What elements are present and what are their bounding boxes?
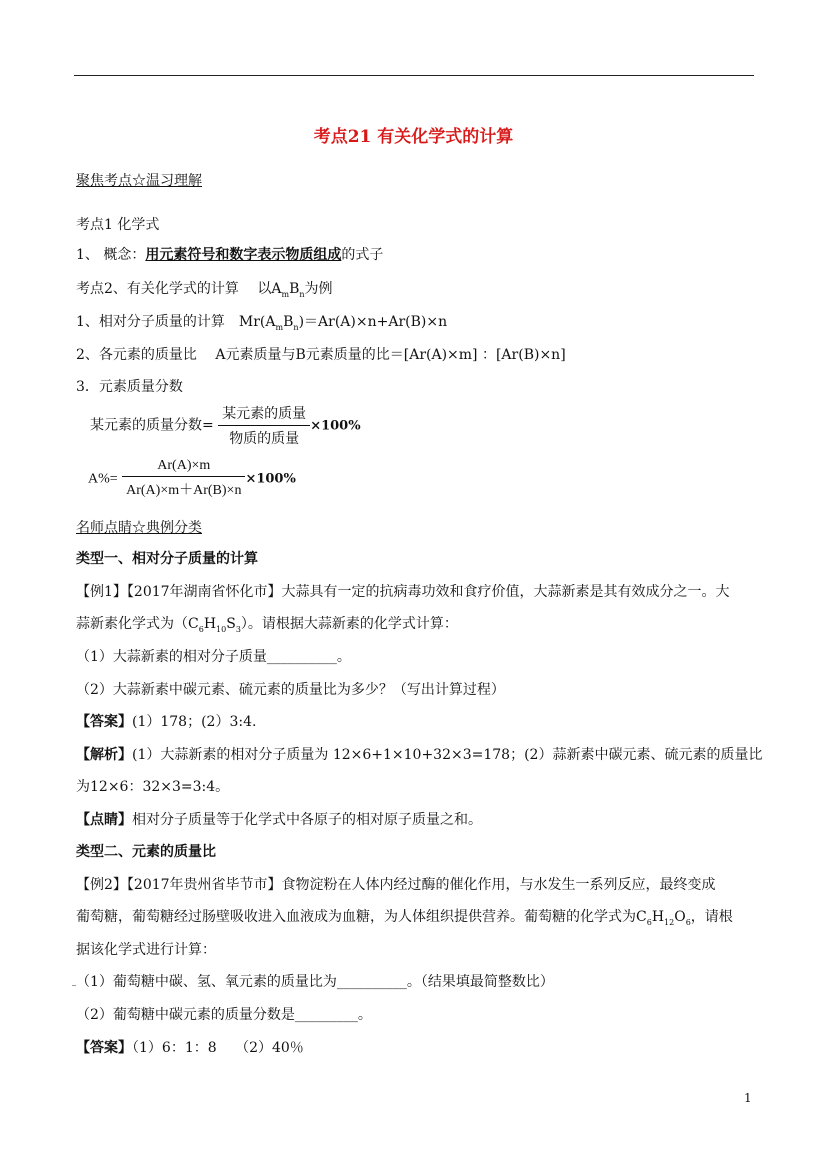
item-mass-fraction: 3．元素质量分数 bbox=[76, 379, 183, 395]
ex1-line2: 蒜新素化学式为$(C_6H_{10}S_3)$。请根据大蒜新素的化学式计算： bbox=[76, 616, 458, 634]
section-heading-review: 聚焦考点☆温习理解 bbox=[76, 173, 202, 189]
type1-heading: 类型一、相对分子质量的计算 bbox=[76, 551, 258, 567]
ex1-line1: 【例1】【2017年湖南省怀化市】大蒜具有一定的抗病毒功效和食疗价值，大蒜新素是其有效成分之一。大 bbox=[76, 584, 730, 600]
kp1-title: 考点1 化学式 bbox=[76, 217, 160, 233]
ex2-question2: （2）葡萄糖中碳元素的质量分数是_________。 bbox=[76, 1007, 372, 1023]
kp1-concept: 1、 概念：用元素符号和数字表示物质组成的式子 bbox=[76, 247, 384, 263]
concept-definition: 用元素符号和数字表示物质组成 bbox=[145, 247, 342, 263]
section-heading-examples: 名师点睛☆典例分类 bbox=[76, 520, 202, 536]
page-title: 考点21 有关化学式的计算 bbox=[313, 127, 514, 147]
ex2-line1: 【例2】【2017年贵州省毕节市】食物淀粉在人体内经过酶的催化作用，与水发生一系列反应，最终变成 bbox=[76, 877, 716, 893]
item-relative-molecular-mass: 1、相对分子质量的计算 $Mr(A_mB_n)=Ar(A)\times n+Ar(B)\times n$ bbox=[76, 314, 448, 332]
formula-mass-fraction: 某元素的质量分数= $\frac{\text{某元素的质量}}{\text{物质的质量}}$ ×100% bbox=[90, 403, 361, 448]
item-mass-ratio: 2、各元素的质量比 A元素质量与B元素质量的比＝[Ar(A)×m] ：[Ar(B)×n] bbox=[76, 347, 566, 363]
ex1-question2: （2）大蒜新素中碳元素、硫元素的质量比为多少？（写出计算过程） bbox=[76, 682, 505, 698]
ex1-explanation-line2: 为12×6：32×3=3:4。 bbox=[76, 779, 230, 795]
ex2-question1: （1）葡萄糖中碳、氢、氧元素的质量比为__________。（结果填最简整数比） bbox=[76, 974, 554, 990]
formula-a-percent: A%= $\frac{Ar(A)\times m}{Ar(A)\times m+Ar(B)\times n}$ ×100% bbox=[88, 458, 296, 498]
ex1-answer: 【答案】(1）178；(2）3:4. bbox=[76, 714, 257, 730]
ex1-tip: 【点睛】相对分子质量等于化学式中各原子的相对原子质量之和。 bbox=[76, 812, 482, 828]
page-number: 1 bbox=[744, 1091, 752, 1105]
header-rule bbox=[74, 75, 754, 76]
ex1-explanation-line1: 【解析】(1）大蒜新素的相对分子质量为 12×6+1×10+32×3=178；(2）蒜新素中碳元素、硫元素的质量比 bbox=[76, 747, 763, 763]
ex1-question1: （1）大蒜新素的相对分子质量__________。 bbox=[76, 649, 351, 665]
type2-heading: 类型二、元素的质量比 bbox=[76, 844, 216, 860]
formula-fraction-a: $\frac{Ar(A)\times m}{Ar(A)\times m+Ar(B)\times n}$ bbox=[122, 458, 245, 499]
ex2-answer: 【答案】（1）6：1：8 （2）40％ bbox=[76, 1040, 304, 1056]
ex2-line3: 据该化学式进行计算： bbox=[76, 942, 216, 958]
ex2-line2: 葡萄糖，葡萄糖经过肠壁吸收进入血液成为血糖，为人体组织提供营养。葡萄糖的化学式为$C_6H_{12}O_6$，请根 bbox=[76, 909, 733, 927]
formula-fraction: $\frac{\text{某元素的质量}}{\text{物质的质量}}$ bbox=[218, 403, 310, 448]
kp2-title: 考点2、有关化学式的计算 以$A_mB_n$为例 bbox=[76, 281, 333, 299]
